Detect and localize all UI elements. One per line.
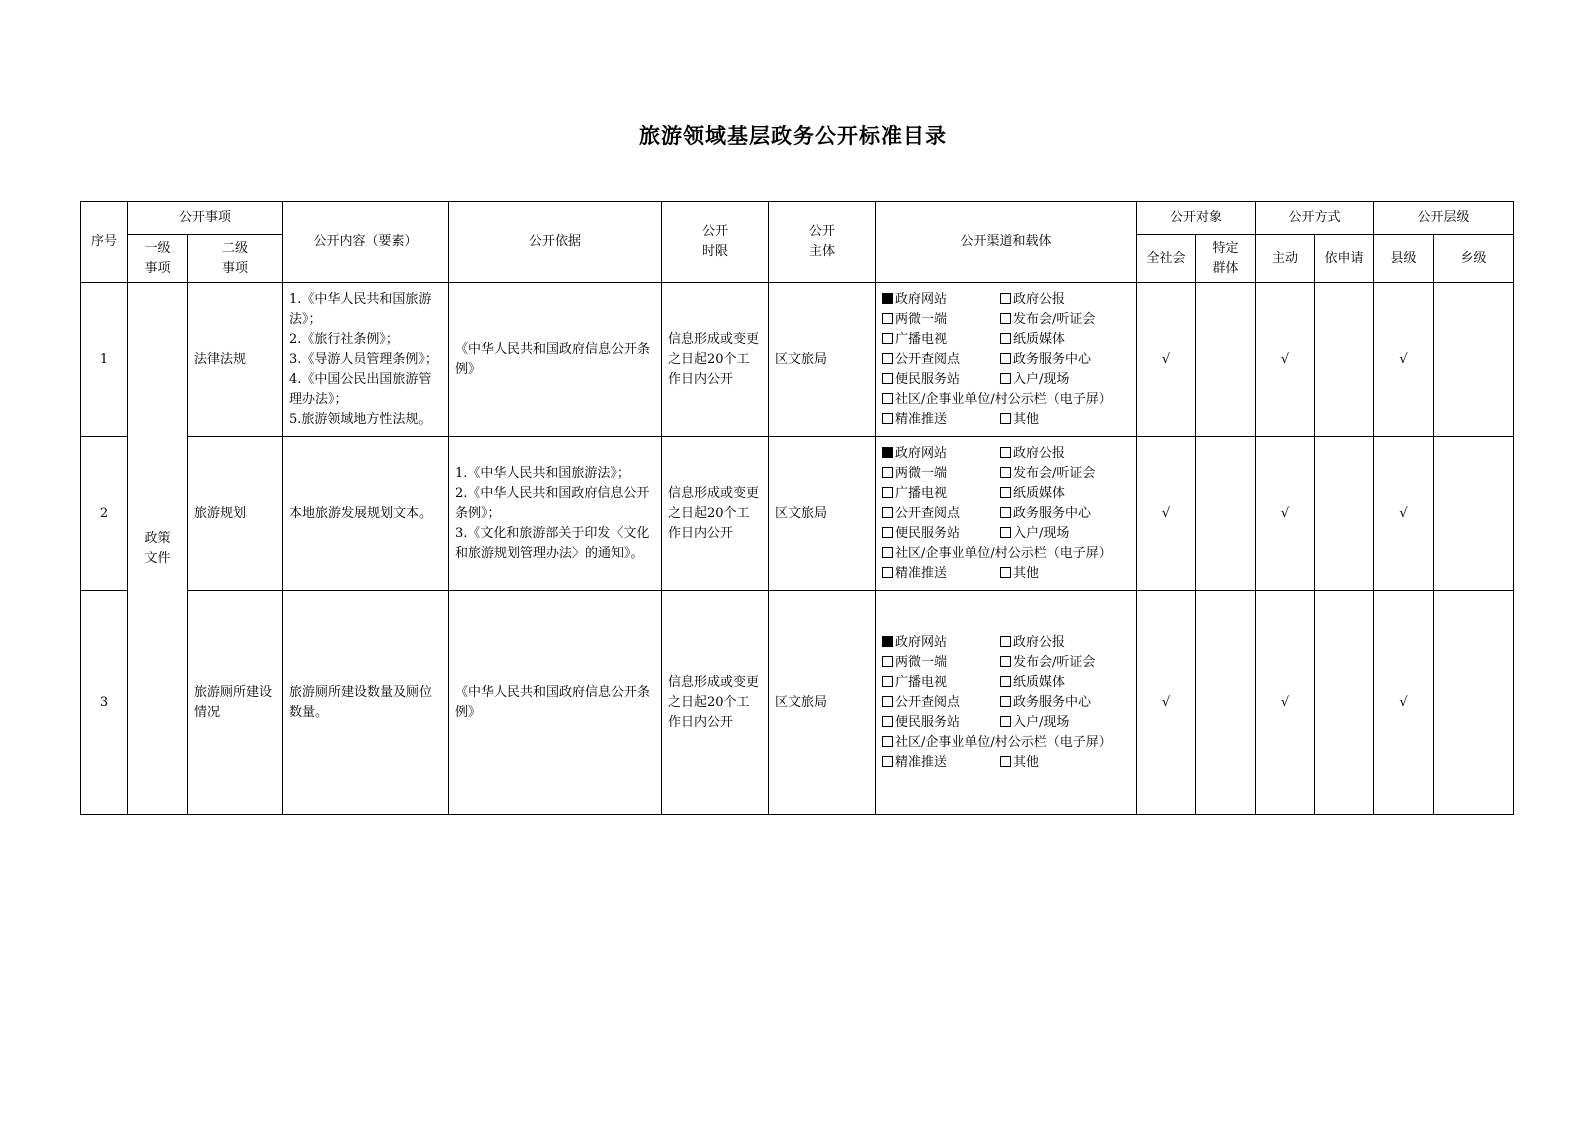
row-channels [876, 437, 1137, 591]
checkbox-empty-icon [882, 413, 893, 424]
checkbox-checked-icon [882, 636, 893, 647]
channel-option: 两微一端 [882, 653, 1000, 673]
channel-option: 其他 [1000, 753, 1130, 773]
channel-option: 两微一端 [882, 310, 1000, 330]
row-time-limit: 信息形成或变更之日起20个工作日内公开 [662, 283, 769, 437]
channel-option: 便民服务站 [882, 524, 1000, 544]
checkbox-empty-icon [882, 736, 893, 747]
channel-option: 其他 [1000, 410, 1130, 430]
checkbox-empty-icon [882, 567, 893, 578]
check-mark-icon: √ [1137, 437, 1196, 591]
header-channels: 公开渠道和载体 [876, 202, 1137, 283]
channel-option: 便民服务站 [882, 713, 1000, 733]
row-subject: 区文旅局 [769, 591, 876, 815]
check-mark-icon: √ [1374, 283, 1434, 437]
content-item: 4.《中国公民出国旅游管理办法》； [289, 371, 432, 407]
checkbox-empty-icon [882, 656, 893, 667]
content-item: 3.《导游人员管理条例》； [289, 351, 438, 367]
checkbox-empty-icon [1000, 567, 1011, 578]
channel-option: 广播电视 [882, 330, 1000, 350]
channel-option: 政府网站 [882, 444, 1000, 464]
channel-option: 入户/现场 [1000, 713, 1130, 733]
checkbox-empty-icon [1000, 676, 1011, 687]
disclosure-catalog-table [80, 201, 1514, 815]
checkbox-empty-icon [1000, 293, 1011, 304]
channel-option: 便民服务站 [882, 370, 1000, 390]
page-title: 旅游领域基层政务公开标准目录 [639, 123, 947, 148]
channel-option: 纸质媒体 [1000, 673, 1130, 693]
checkbox-empty-icon [1000, 467, 1011, 478]
checkbox-empty-icon [882, 756, 893, 767]
empty-cell [1196, 437, 1256, 591]
empty-cell [1196, 283, 1256, 437]
channel-option: 公开查阅点 [882, 504, 1000, 524]
empty-cell [1434, 437, 1514, 591]
channel-option: 公开查阅点 [882, 693, 1000, 713]
channel-option: 精准推送 [882, 564, 1000, 584]
checkbox-empty-icon [1000, 696, 1011, 707]
channel-option: 政务服务中心 [1000, 693, 1130, 713]
row-basis [449, 283, 662, 437]
content-item: 旅游厕所建设数量及厕位数量。 [289, 684, 433, 720]
row-seq: 3 [81, 591, 128, 815]
header-content: 公开内容（要素） [283, 202, 449, 283]
channel-option: 政务服务中心 [1000, 504, 1130, 524]
check-mark-icon: √ [1256, 437, 1315, 591]
header-level1: 一级 事项 [128, 235, 188, 283]
row-seq: 1 [81, 283, 128, 437]
checkbox-empty-icon [882, 333, 893, 344]
row-content [283, 437, 449, 591]
header-method: 公开方式 [1256, 202, 1374, 235]
checkbox-empty-icon [882, 313, 893, 324]
checkbox-empty-icon [882, 676, 893, 687]
channel-option: 政府网站 [882, 633, 1000, 653]
row-basis [449, 591, 662, 815]
channel-option: 纸质媒体 [1000, 330, 1130, 350]
channel-option: 发布会/听证会 [1000, 653, 1130, 673]
basis-item: 2.《中华人民共和国政府信息公开条例》； [455, 485, 650, 521]
table-row [81, 591, 1514, 815]
channel-option: 纸质媒体 [1000, 484, 1130, 504]
header-level2: 二级 事项 [188, 235, 283, 283]
checkbox-empty-icon [1000, 716, 1011, 727]
header-seq: 序号 [81, 202, 128, 283]
content-item: 1.《中华人民共和国旅游法》； [289, 291, 432, 327]
header-subject: 公开 主体 [769, 202, 876, 283]
check-mark-icon: √ [1374, 437, 1434, 591]
header-time-limit: 公开 时限 [662, 202, 769, 283]
checkbox-empty-icon [882, 373, 893, 384]
channel-option: 社区/企事业单位/村公示栏（电子屏） [882, 390, 1130, 410]
checkbox-checked-icon [882, 293, 893, 304]
channel-option: 社区/企事业单位/村公示栏（电子屏） [882, 544, 1130, 564]
checkbox-empty-icon [882, 487, 893, 498]
check-mark-icon: √ [1137, 283, 1196, 437]
channel-option: 政府网站 [882, 290, 1000, 310]
channel-option: 发布会/听证会 [1000, 310, 1130, 330]
checkbox-empty-icon [1000, 353, 1011, 364]
checkbox-checked-icon [882, 447, 893, 458]
level1-item: 政策 文件 [128, 283, 188, 815]
checkbox-empty-icon [1000, 447, 1011, 458]
check-mark-icon: √ [1256, 591, 1315, 815]
basis-item: 《中华人民共和国政府信息公开条例》 [455, 684, 651, 720]
channel-option: 精准推送 [882, 410, 1000, 430]
checkbox-empty-icon [1000, 527, 1011, 538]
row-seq: 2 [81, 437, 128, 591]
row-level2: 旅游厕所建设情况 [188, 591, 283, 815]
checkbox-empty-icon [882, 527, 893, 538]
header-target-specific: 特定 群体 [1196, 235, 1256, 283]
channel-option: 广播电视 [882, 484, 1000, 504]
checkbox-empty-icon [882, 507, 893, 518]
channel-option: 社区/企事业单位/村公示栏（电子屏） [882, 733, 1130, 753]
empty-cell [1315, 437, 1374, 591]
channel-option: 入户/现场 [1000, 370, 1130, 390]
channel-option: 入户/现场 [1000, 524, 1130, 544]
row-subject: 区文旅局 [769, 283, 876, 437]
checkbox-empty-icon [1000, 756, 1011, 767]
header-method-active: 主动 [1256, 235, 1315, 283]
checkbox-empty-icon [1000, 373, 1011, 384]
content-item: 5.旅游领域地方性法规。 [289, 411, 432, 427]
content-item: 2.《旅行社条例》； [289, 331, 399, 347]
table-row [81, 437, 1514, 591]
basis-item: 1.《中华人民共和国旅游法》； [455, 465, 630, 481]
check-mark-icon: √ [1137, 591, 1196, 815]
empty-cell [1315, 283, 1374, 437]
row-subject: 区文旅局 [769, 437, 876, 591]
row-content [283, 591, 449, 815]
row-channels [876, 283, 1137, 437]
header-basis: 公开依据 [449, 202, 662, 283]
header-target: 公开对象 [1137, 202, 1256, 235]
empty-cell [1434, 591, 1514, 815]
checkbox-empty-icon [1000, 507, 1011, 518]
check-mark-icon: √ [1256, 283, 1315, 437]
channel-option: 两微一端 [882, 464, 1000, 484]
basis-item: 《中华人民共和国政府信息公开条例》 [455, 341, 651, 377]
checkbox-empty-icon [1000, 333, 1011, 344]
channel-option: 其他 [1000, 564, 1130, 584]
header-method-apply: 依申请 [1315, 235, 1374, 283]
checkbox-empty-icon [1000, 413, 1011, 424]
empty-cell [1434, 283, 1514, 437]
table-row [81, 283, 1514, 437]
row-basis [449, 437, 662, 591]
checkbox-empty-icon [1000, 487, 1011, 498]
content-item: 本地旅游发展规划文本。 [289, 505, 433, 521]
empty-cell [1196, 591, 1256, 815]
channel-option: 政府公报 [1000, 633, 1130, 653]
row-level2: 旅游规划 [188, 437, 283, 591]
checkbox-empty-icon [1000, 636, 1011, 647]
checkbox-empty-icon [882, 547, 893, 558]
header-matters: 公开事项 [128, 202, 283, 235]
empty-cell [1315, 591, 1374, 815]
checkbox-empty-icon [882, 716, 893, 727]
channel-option: 发布会/听证会 [1000, 464, 1130, 484]
row-time-limit: 信息形成或变更之日起20个工作日内公开 [662, 437, 769, 591]
row-content [283, 283, 449, 437]
check-mark-icon: √ [1374, 591, 1434, 815]
channel-option: 政府公报 [1000, 444, 1130, 464]
checkbox-empty-icon [882, 467, 893, 478]
checkbox-empty-icon [882, 696, 893, 707]
row-level2: 法律法规 [188, 283, 283, 437]
row-channels [876, 591, 1137, 815]
checkbox-empty-icon [882, 353, 893, 364]
header-level: 公开层级 [1374, 202, 1514, 235]
channel-option: 广播电视 [882, 673, 1000, 693]
checkbox-empty-icon [1000, 313, 1011, 324]
channel-option: 政务服务中心 [1000, 350, 1130, 370]
channel-option: 精准推送 [882, 753, 1000, 773]
row-time-limit: 信息形成或变更之日起20个工作日内公开 [662, 591, 769, 815]
checkbox-empty-icon [1000, 656, 1011, 667]
header-level-county: 县级 [1374, 235, 1434, 283]
header-level-township: 乡级 [1434, 235, 1514, 283]
channel-option: 公开查阅点 [882, 350, 1000, 370]
checkbox-empty-icon [882, 393, 893, 404]
header-target-all: 全社会 [1137, 235, 1196, 283]
basis-item: 3.《文化和旅游部关于印发〈文化和旅游规划管理办法〉的通知》。 [455, 525, 650, 561]
channel-option: 政府公报 [1000, 290, 1130, 310]
